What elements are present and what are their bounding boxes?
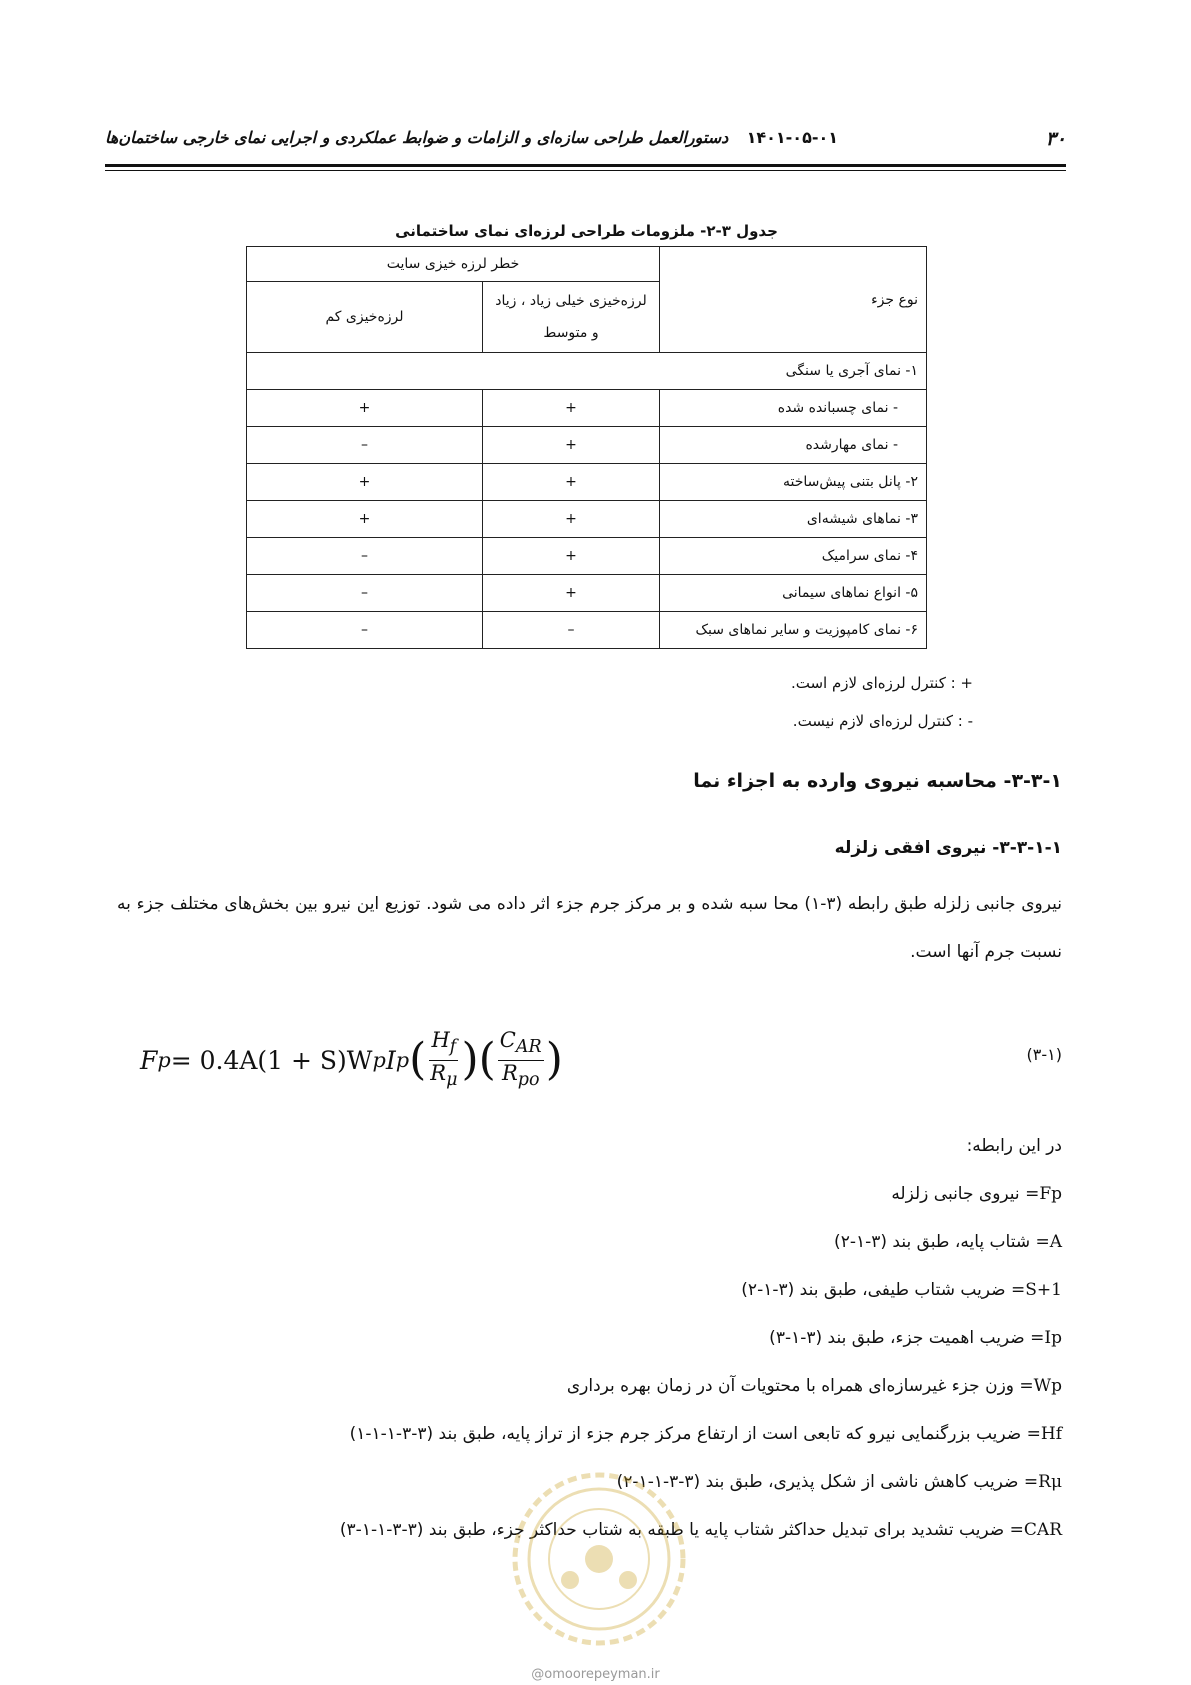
- col-header-type: نوع جزء: [660, 247, 927, 353]
- subsection-heading: ۳-۳-۱-۱- نیروی افقی زلزله: [834, 838, 1062, 858]
- table-row: ۶- نمای کامپوزیت و سایر نماهای سبک – –: [247, 612, 927, 649]
- table-group-row: ۱- نمای آجری یا سنگی: [247, 353, 927, 390]
- header-rule-thin: [105, 170, 1066, 171]
- header-rule-thick: [105, 164, 1066, 167]
- definition-item: CAR= ضریب تشدید برای تبدیل حداکثر شتاب پایه یا طبقه به شتاب حداکثر جزء، طبق بند (۳-۳-۱-۱-۳): [339, 1520, 1062, 1540]
- col-header-low: لرزه‌خیزی کم: [247, 282, 483, 353]
- body-paragraph: نیروی جانبی زلزله طبق رابطه (۳-۱) محا سبه شده و بر مرکز جرم جزء اثر داده می شود. توزیع این نیرو بین بخش‌های مختلف جزء به نسبت جرم آنها است.: [117, 894, 1062, 962]
- section-heading: ۳-۳-۱- محاسبه نیروی وارده به اجزاء نما: [693, 770, 1062, 792]
- table-row: - نمای چسبانده شده + +: [247, 390, 927, 427]
- table-row: - نمای مهارشده + –: [247, 427, 927, 464]
- definition-item: Wp= وزن جزء غیرسازه‌ای همراه با محتویات آن در زمان بهره برداری: [566, 1376, 1062, 1396]
- header-date: ۱۴۰۱-۰۵-۰۱: [746, 128, 838, 147]
- equation-number: (۳-۱): [1026, 1045, 1062, 1064]
- col-header-high: لرزه‌خیزی خیلی زیاد ، زیاد و متوسط: [483, 282, 660, 353]
- table-row: ۴- نمای سرامیک + –: [247, 538, 927, 575]
- page-number: ۳۰: [1045, 128, 1066, 150]
- col-header-group: خطر لرزه خیزی سایت: [247, 247, 660, 282]
- fraction-car-rpo: $\frac{C_{AR}}{R_{po}}$: [499, 1028, 542, 1090]
- definition-item: 1+S= ضریب شتاب طیفی، طبق بند (۳-۱-۲): [741, 1280, 1062, 1300]
- definitions-intro: در این رابطه:: [966, 1136, 1062, 1156]
- definition-item: Rμ= ضریب کاهش ناشی از شکل پذیری، طبق بند (۳-۳-۱-۱-۲): [616, 1472, 1062, 1492]
- legend-plus: + : کنترل لرزه‌ای لازم است.: [790, 674, 973, 692]
- seismic-requirements-table: [246, 246, 927, 649]
- watermark: @omoorepeyman.ir: [531, 1667, 660, 1682]
- table-row: ۳- نماهای شیشه‌ای + +: [247, 501, 927, 538]
- page-header: [105, 128, 1066, 154]
- seismic-force-formula: F p = 0.4A(1 + S)W p I p ( $\frac{H_f}{R_\mu}$ ) ( $\frac{C_{AR}}{R_{po}}$ ): [140, 1028, 563, 1090]
- legend-minus: - : کنترل لرزه‌ای لازم نیست.: [792, 712, 973, 730]
- definition-item: A= شتاب پایه، طبق بند (۳-۱-۲): [834, 1232, 1062, 1252]
- fraction-hf-rmu: $\frac{H_f}{R_\mu}$: [430, 1028, 458, 1090]
- table-row: ۵- انواع نماهای سیمانی + –: [247, 575, 927, 612]
- definition-item: Hf= ضریب بزرگنمایی نیرو که تابعی است از ارتفاع مرکز جرم جزء از تراز پایه، طبق بند (۳-۳-۱-۱-۱): [349, 1424, 1062, 1444]
- header-title: دستورالعمل طراحی سازه‌ای و الزامات و ضوابط عملکردی و اجرایی نمای خارجی ساختمان‌ها: [105, 128, 729, 147]
- table-row: ۲- پانل بتنی پیش‌ساخته + +: [247, 464, 927, 501]
- definition-item: Fp= نیروی جانبی زلزله: [891, 1184, 1062, 1204]
- table-caption: جدول ۳-۲- ملزومات طراحی لرزه‌ای نمای ساختمانی: [395, 222, 778, 240]
- seal-stamp-icon: [510, 1470, 688, 1648]
- definition-item: Ip= ضریب اهمیت جزء، طبق بند (۳-۱-۳): [769, 1328, 1062, 1348]
